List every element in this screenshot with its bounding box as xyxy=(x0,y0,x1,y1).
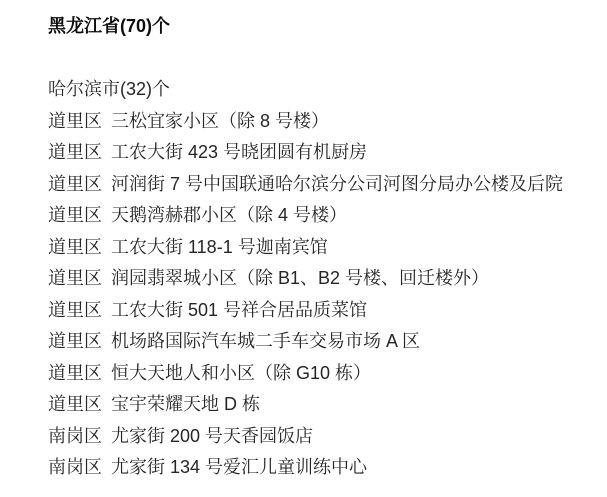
venue-list-item xyxy=(48,326,587,358)
venue-address: 工农大街 423 号晓团圆有机厨房 xyxy=(111,142,368,162)
venue-list-item xyxy=(48,200,587,232)
venue-address: 三松宜家小区（除 8 号楼） xyxy=(111,110,330,131)
city-header: 哈尔滨市(32)个 xyxy=(48,79,171,99)
venue-list-item xyxy=(48,263,587,295)
province-title: 黑龙江省(70)个 xyxy=(48,16,171,36)
venue-address: 恒大天地人和小区（除 G10 栋） xyxy=(111,362,372,383)
venue-address: 机场路国际汽车城二手车交易市场 A 区 xyxy=(111,331,421,351)
venue-list-item xyxy=(48,421,587,453)
district-label: 道里区 xyxy=(48,362,102,383)
district-label: 道里区 xyxy=(48,331,102,351)
venue-address: 工农大街 501 号祥合居品质菜馆 xyxy=(111,299,368,320)
venue-address: 河润街 7 号中国联通哈尔滨分公司河图分局办公楼及后院 xyxy=(111,173,564,194)
district-label: 道里区 xyxy=(48,394,102,414)
district-label: 道里区 xyxy=(48,173,102,194)
district-label: 道里区 xyxy=(48,205,102,225)
district-label: 道里区 xyxy=(48,268,102,288)
district-label: 道里区 xyxy=(48,236,102,257)
venue-list-item xyxy=(48,295,587,327)
district-label: 南岗区 xyxy=(48,457,102,477)
district-label: 道里区 xyxy=(48,299,102,320)
venue-list-item xyxy=(48,232,587,264)
venue-list-item xyxy=(48,106,587,138)
venue-address: 宝宇荣耀天地 D 栋 xyxy=(111,394,261,414)
venue-address: 尤家街 134 号爱汇儿童训练中心 xyxy=(111,457,368,477)
venue-list-item xyxy=(48,358,587,390)
venue-list-item xyxy=(48,137,587,169)
district-label: 道里区 xyxy=(48,142,102,162)
venue-address: 工农大街 118-1 号迦南宾馆 xyxy=(111,236,328,257)
venue-address: 天鹅湾赫郡小区（除 4 号楼） xyxy=(111,205,348,225)
venue-list-item xyxy=(48,169,587,201)
venue-list-item xyxy=(48,452,587,484)
district-label: 道里区 xyxy=(48,110,102,131)
venue-address: 尤家街 200 号天香园饭店 xyxy=(111,425,314,446)
district-label: 南岗区 xyxy=(48,425,102,446)
blank-line xyxy=(48,43,587,75)
venue-address: 润园翡翠城小区（除 B1、B2 号楼、回迁楼外） xyxy=(111,268,490,288)
venue-list-item xyxy=(48,389,587,421)
